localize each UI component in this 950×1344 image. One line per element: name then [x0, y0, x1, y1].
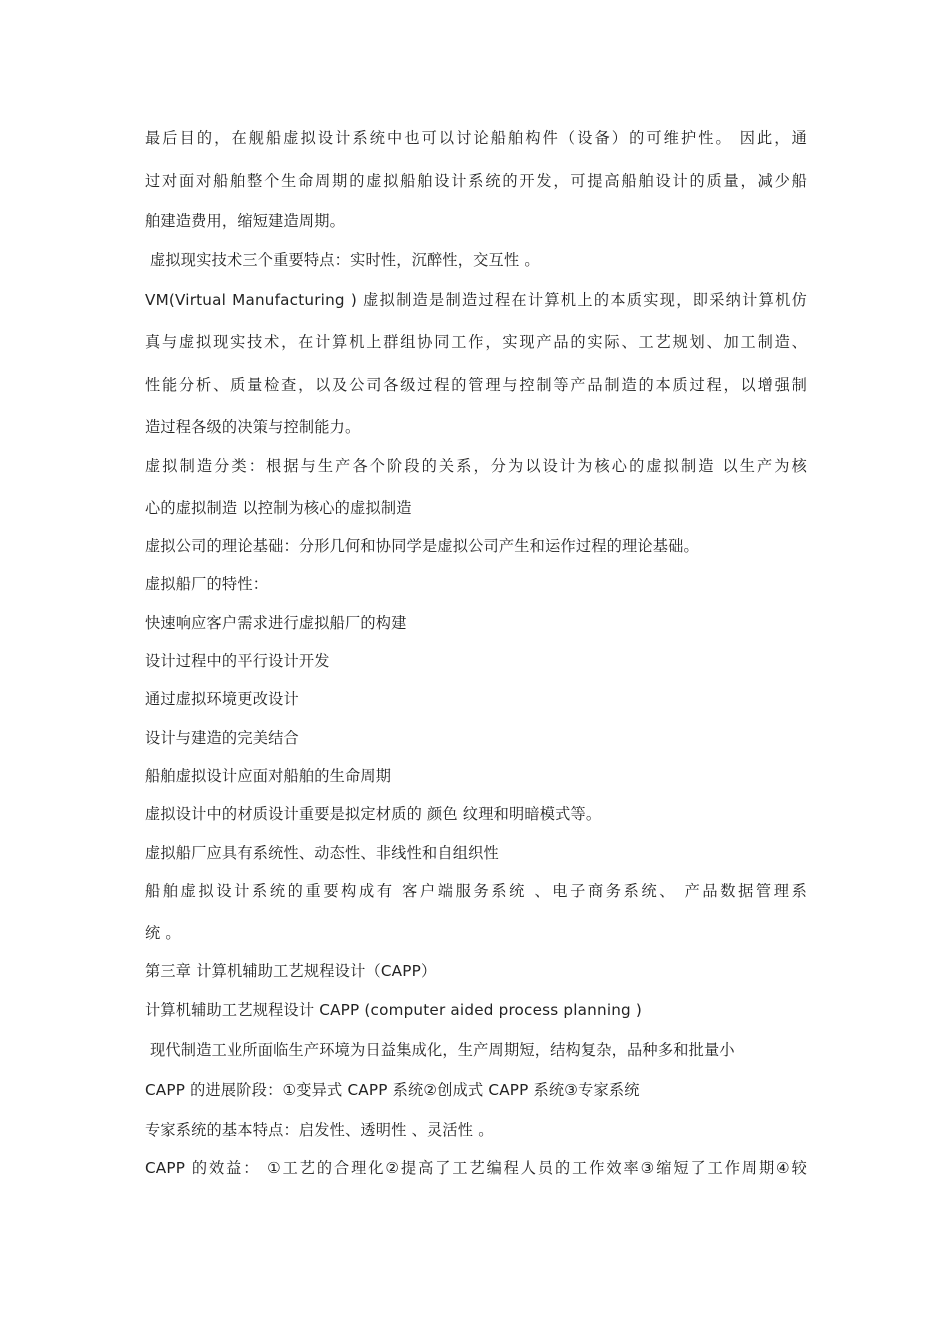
text-line: 计算机辅助工艺规程设计 CAPP (computer aided process planning )	[145, 1001, 643, 1019]
chapter-heading: 第三章 计算机辅助工艺规程设计（CAPP）	[145, 962, 437, 980]
text-line: 过对面对船舶整个生命周期的虚拟船舶设计系统的开发，可提高船舶设计的质量，减少船	[145, 172, 807, 190]
text-line: 通过虚拟环境更改设计	[145, 690, 299, 708]
text-line: 舶建造费用，缩短建造周期。	[145, 212, 346, 230]
text-line: CAPP 的进展阶段：①变异式 CAPP 系统②创成式 CAPP 系统③专家系统	[145, 1081, 640, 1099]
text-line: 虚拟制造分类：根据与生产各个阶段的关系，分为以设计为核心的虚拟制造 以生产为核	[145, 457, 807, 475]
text-line: 虚拟船厂的特性：	[145, 575, 269, 593]
text-line: VM(Virtual Manufacturing ) 虚拟制造是制造过程在计算机上的本质实现，即采纳计算机仿	[145, 291, 807, 309]
text-line: 专家系统的基本特点：启发性、透明性 、灵活性 。	[145, 1121, 494, 1139]
text-line: 虚拟现实技术三个重要特点：实时性，沉醉性，交互性 。	[145, 251, 540, 269]
text-line: 船舶虚拟设计应面对船舶的生命周期	[145, 767, 392, 785]
text-line: 真与虚拟现实技术，在计算机上群组协同工作，实现产品的实际、工艺规划、加工制造、	[145, 333, 807, 351]
text-line: CAPP 的效益： ①工艺的合理化②提高了工艺编程人员的工作效率③缩短了工作周期④较	[145, 1159, 807, 1177]
text-line: 现代制造工业所面临生产环境为日益集成化，生产周期短，结构复杂，品种多和批量小	[145, 1041, 735, 1059]
text-line: 设计与建造的完美结合	[145, 729, 299, 747]
text-line: 心的虚拟制造 以控制为核心的虚拟制造	[145, 499, 412, 517]
text-line: 统 。	[145, 924, 181, 942]
text-line: 造过程各级的决策与控制能力。	[145, 418, 361, 436]
text-line: 快速响应客户需求进行虚拟船厂的构建	[145, 614, 407, 632]
text-line: 虚拟公司的理论基础：分形几何和协同学是虚拟公司产生和运作过程的理论基础。	[145, 537, 699, 555]
text-line: 设计过程中的平行设计开发	[145, 652, 330, 670]
text-line: 最后目的，在舰船虚拟设计系统中也可以讨论船舶构件（设备）的可维护性。 因此，通	[145, 129, 807, 147]
text-line: 虚拟设计中的材质设计重要是拟定材质的 颜色 纹理和明暗模式等。	[145, 805, 602, 823]
text-line: 船舶虚拟设计系统的重要构成有 客户端服务系统 、电子商务系统、 产品数据管理系	[145, 882, 807, 900]
text-line: 虚拟船厂应具有系统性、动态性、非线性和自组织性	[145, 844, 499, 862]
text-line: 性能分析、质量检查，以及公司各级过程的管理与控制等产品制造的本质过程，以增强制	[145, 376, 807, 394]
